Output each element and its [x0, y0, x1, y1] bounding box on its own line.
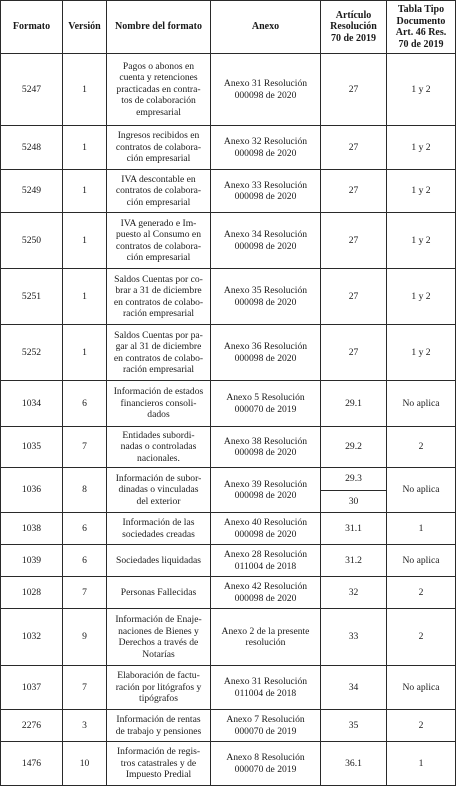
header-row — [1, 1, 456, 54]
cell-nombre: Información de Enaje- naciones de Bienes y Derechos a través de Notarías — [107, 609, 211, 666]
cell-tabla: No aplica — [387, 468, 456, 513]
cell-tabla: No aplica — [387, 381, 456, 427]
cell-anexo: Anexo 40 Resolución 000098 de 2020 — [211, 513, 321, 545]
cell-formato: 5247 — [1, 54, 63, 126]
cell-nombre: Entidades subordi- nadas o controladas nacionales. — [107, 427, 211, 468]
cell-version: 6 — [63, 513, 107, 545]
table-row — [1, 126, 456, 170]
cell-anexo: Anexo 42 Resolución 000098 de 2020 — [211, 577, 321, 609]
cell-tabla: 2 — [387, 710, 456, 742]
table-row — [1, 710, 456, 742]
cell-nombre: Personas Fallecidas — [107, 577, 211, 609]
table-row — [1, 513, 456, 545]
cell-articulo: 29.1 — [321, 381, 387, 427]
cell-articulo: 34 — [321, 666, 387, 710]
cell-anexo: Anexo 36 Resolución 000098 de 2020 — [211, 325, 321, 381]
cell-articulo: 35 — [321, 710, 387, 742]
cell-anexo: Anexo 28 Resolución 011004 de 2018 — [211, 545, 321, 577]
cell-articulo: 29.2 — [321, 427, 387, 468]
cell-nombre: Información de estados financieros consoli- dados — [107, 381, 211, 427]
cell-articulo: 31.1 — [321, 513, 387, 545]
cell-version: 1 — [63, 213, 107, 269]
cell-anexo: Anexo 31 Resolución 011004 de 2018 — [211, 666, 321, 710]
cell-anexo: Anexo 31 Resolución 000098 de 2020 — [211, 54, 321, 126]
cell-formato: 1039 — [1, 545, 63, 577]
cell-version: 8 — [63, 468, 107, 513]
header-tabla: Tabla Tipo Documento Art. 46 Res. 70 de 2019 — [387, 1, 456, 54]
cell-version: 7 — [63, 577, 107, 609]
cell-formato: 1034 — [1, 381, 63, 427]
cell-nombre: Información de las sociedades creadas — [107, 513, 211, 545]
cell-formato: 1038 — [1, 513, 63, 545]
cell-anexo: Anexo 39 Resolución 000098 de 2020 — [211, 468, 321, 513]
cell-tabla: 1 y 2 — [387, 213, 456, 269]
cell-nombre: Pagos o abonos en cuenta y retenciones practicadas en contra- tos de colaboración empresarial — [107, 54, 211, 126]
cell-formato: 1037 — [1, 666, 63, 710]
cell-formato: 5251 — [1, 269, 63, 325]
cell-anexo: Anexo 5 Resolución 000070 de 2019 — [211, 381, 321, 427]
cell-anexo: Anexo 2 de la presente resolución — [211, 609, 321, 666]
cell-version: 1 — [63, 126, 107, 170]
table-row — [1, 468, 456, 513]
table-row — [1, 666, 456, 710]
table-row — [1, 381, 456, 427]
cell-formato: 5250 — [1, 213, 63, 269]
cell-formato: 5248 — [1, 126, 63, 170]
table-row — [1, 54, 456, 126]
cell-nombre: Ingresos recibidos en contratos de colabora- ción empresarial — [107, 126, 211, 170]
cell-tabla: 1 y 2 — [387, 325, 456, 381]
cell-articulo: 36.1 — [321, 742, 387, 786]
cell-nombre: Saldos Cuentas por pa- gar al 31 de diciembre en contratos de colabo- ración empresarial — [107, 325, 211, 381]
table-row — [1, 577, 456, 609]
cell-nombre: Información de regis- tros catastrales y de Impuesto Predial — [107, 742, 211, 786]
cell-version: 1 — [63, 269, 107, 325]
table-row — [1, 545, 456, 577]
cell-anexo: Anexo 38 Resolución 000098 de 2020 — [211, 427, 321, 468]
cell-nombre: Información de rentas de trabajo y pensiones — [107, 710, 211, 742]
cell-nombre: Saldos Cuentas por co- brar a 31 de diciembre en contratos de colabo- ración empresarial — [107, 269, 211, 325]
cell-articulo: 32 — [321, 577, 387, 609]
cell-articulo: 27 — [321, 126, 387, 170]
cell-articulo: 27 — [321, 213, 387, 269]
cell-articulo: 27 — [321, 170, 387, 213]
cell-version: 9 — [63, 609, 107, 666]
cell-version: 10 — [63, 742, 107, 786]
table-row — [1, 427, 456, 468]
cell-anexo: Anexo 34 Resolución 000098 de 2020 — [211, 213, 321, 269]
cell-version: 7 — [63, 666, 107, 710]
cell-nombre: IVA descontable en contratos de colabora- ción empresarial — [107, 170, 211, 213]
cell-anexo: Anexo 33 Resolución 000098 de 2020 — [211, 170, 321, 213]
cell-tabla: 1 y 2 — [387, 126, 456, 170]
cell-anexo: Anexo 7 Resolución 000070 de 2019 — [211, 710, 321, 742]
cell-articulo: 27 — [321, 54, 387, 126]
cell-version: 1 — [63, 170, 107, 213]
cell-formato: 1476 — [1, 742, 63, 786]
cell-version: 7 — [63, 427, 107, 468]
cell-version: 6 — [63, 545, 107, 577]
header-articulo: Artículo Resolución 70 de 2019 — [321, 1, 387, 54]
cell-articulo-a: 29.3 — [321, 468, 386, 491]
header-version: Versión — [63, 1, 107, 54]
cell-articulo: 27 — [321, 325, 387, 381]
cell-version: 1 — [63, 325, 107, 381]
cell-tabla: 2 — [387, 577, 456, 609]
table-row — [1, 170, 456, 213]
cell-formato: 5249 — [1, 170, 63, 213]
cell-formato: 1032 — [1, 609, 63, 666]
cell-version: 1 — [63, 54, 107, 126]
cell-tabla: No aplica — [387, 666, 456, 710]
cell-formato: 1036 — [1, 468, 63, 513]
cell-nombre: Información de subor- dinadas o vinculadas del exterior — [107, 468, 211, 513]
table-row — [1, 325, 456, 381]
cell-version: 6 — [63, 381, 107, 427]
cell-articulo: 33 — [321, 609, 387, 666]
cell-anexo: Anexo 8 Resolución 000070 de 2019 — [211, 742, 321, 786]
cell-tabla: 1 y 2 — [387, 269, 456, 325]
cell-nombre: Sociedades liquidadas — [107, 545, 211, 577]
cell-tabla: 1 — [387, 742, 456, 786]
cell-articulo-split — [321, 468, 387, 513]
table-row — [1, 213, 456, 269]
cell-nombre: Elaboración de factu- ración por litógrafos y tipógrafos — [107, 666, 211, 710]
header-anexo: Anexo — [211, 1, 321, 54]
cell-version: 3 — [63, 710, 107, 742]
table-row — [1, 269, 456, 325]
cell-tabla: 1 — [387, 513, 456, 545]
cell-formato: 1035 — [1, 427, 63, 468]
cell-articulo: 27 — [321, 269, 387, 325]
cell-formato: 5252 — [1, 325, 63, 381]
header-nombre: Nombre del formato — [107, 1, 211, 54]
table-row — [1, 609, 456, 666]
cell-anexo: Anexo 32 Resolución 000098 de 2020 — [211, 126, 321, 170]
cell-formato: 1028 — [1, 577, 63, 609]
cell-formato: 2276 — [1, 710, 63, 742]
cell-nombre: IVA generado e Im- puesto al Consumo en contratos de colabora- ción empresarial — [107, 213, 211, 269]
cell-articulo-b: 30 — [348, 495, 359, 507]
cell-tabla: 1 y 2 — [387, 170, 456, 213]
cell-tabla: No aplica — [387, 545, 456, 577]
cell-anexo: Anexo 35 Resolución 000098 de 2020 — [211, 269, 321, 325]
cell-tabla: 1 y 2 — [387, 54, 456, 126]
cell-tabla: 2 — [387, 609, 456, 666]
cell-articulo: 31.2 — [321, 545, 387, 577]
header-formato: Formato — [1, 1, 63, 54]
cell-tabla: 2 — [387, 427, 456, 468]
